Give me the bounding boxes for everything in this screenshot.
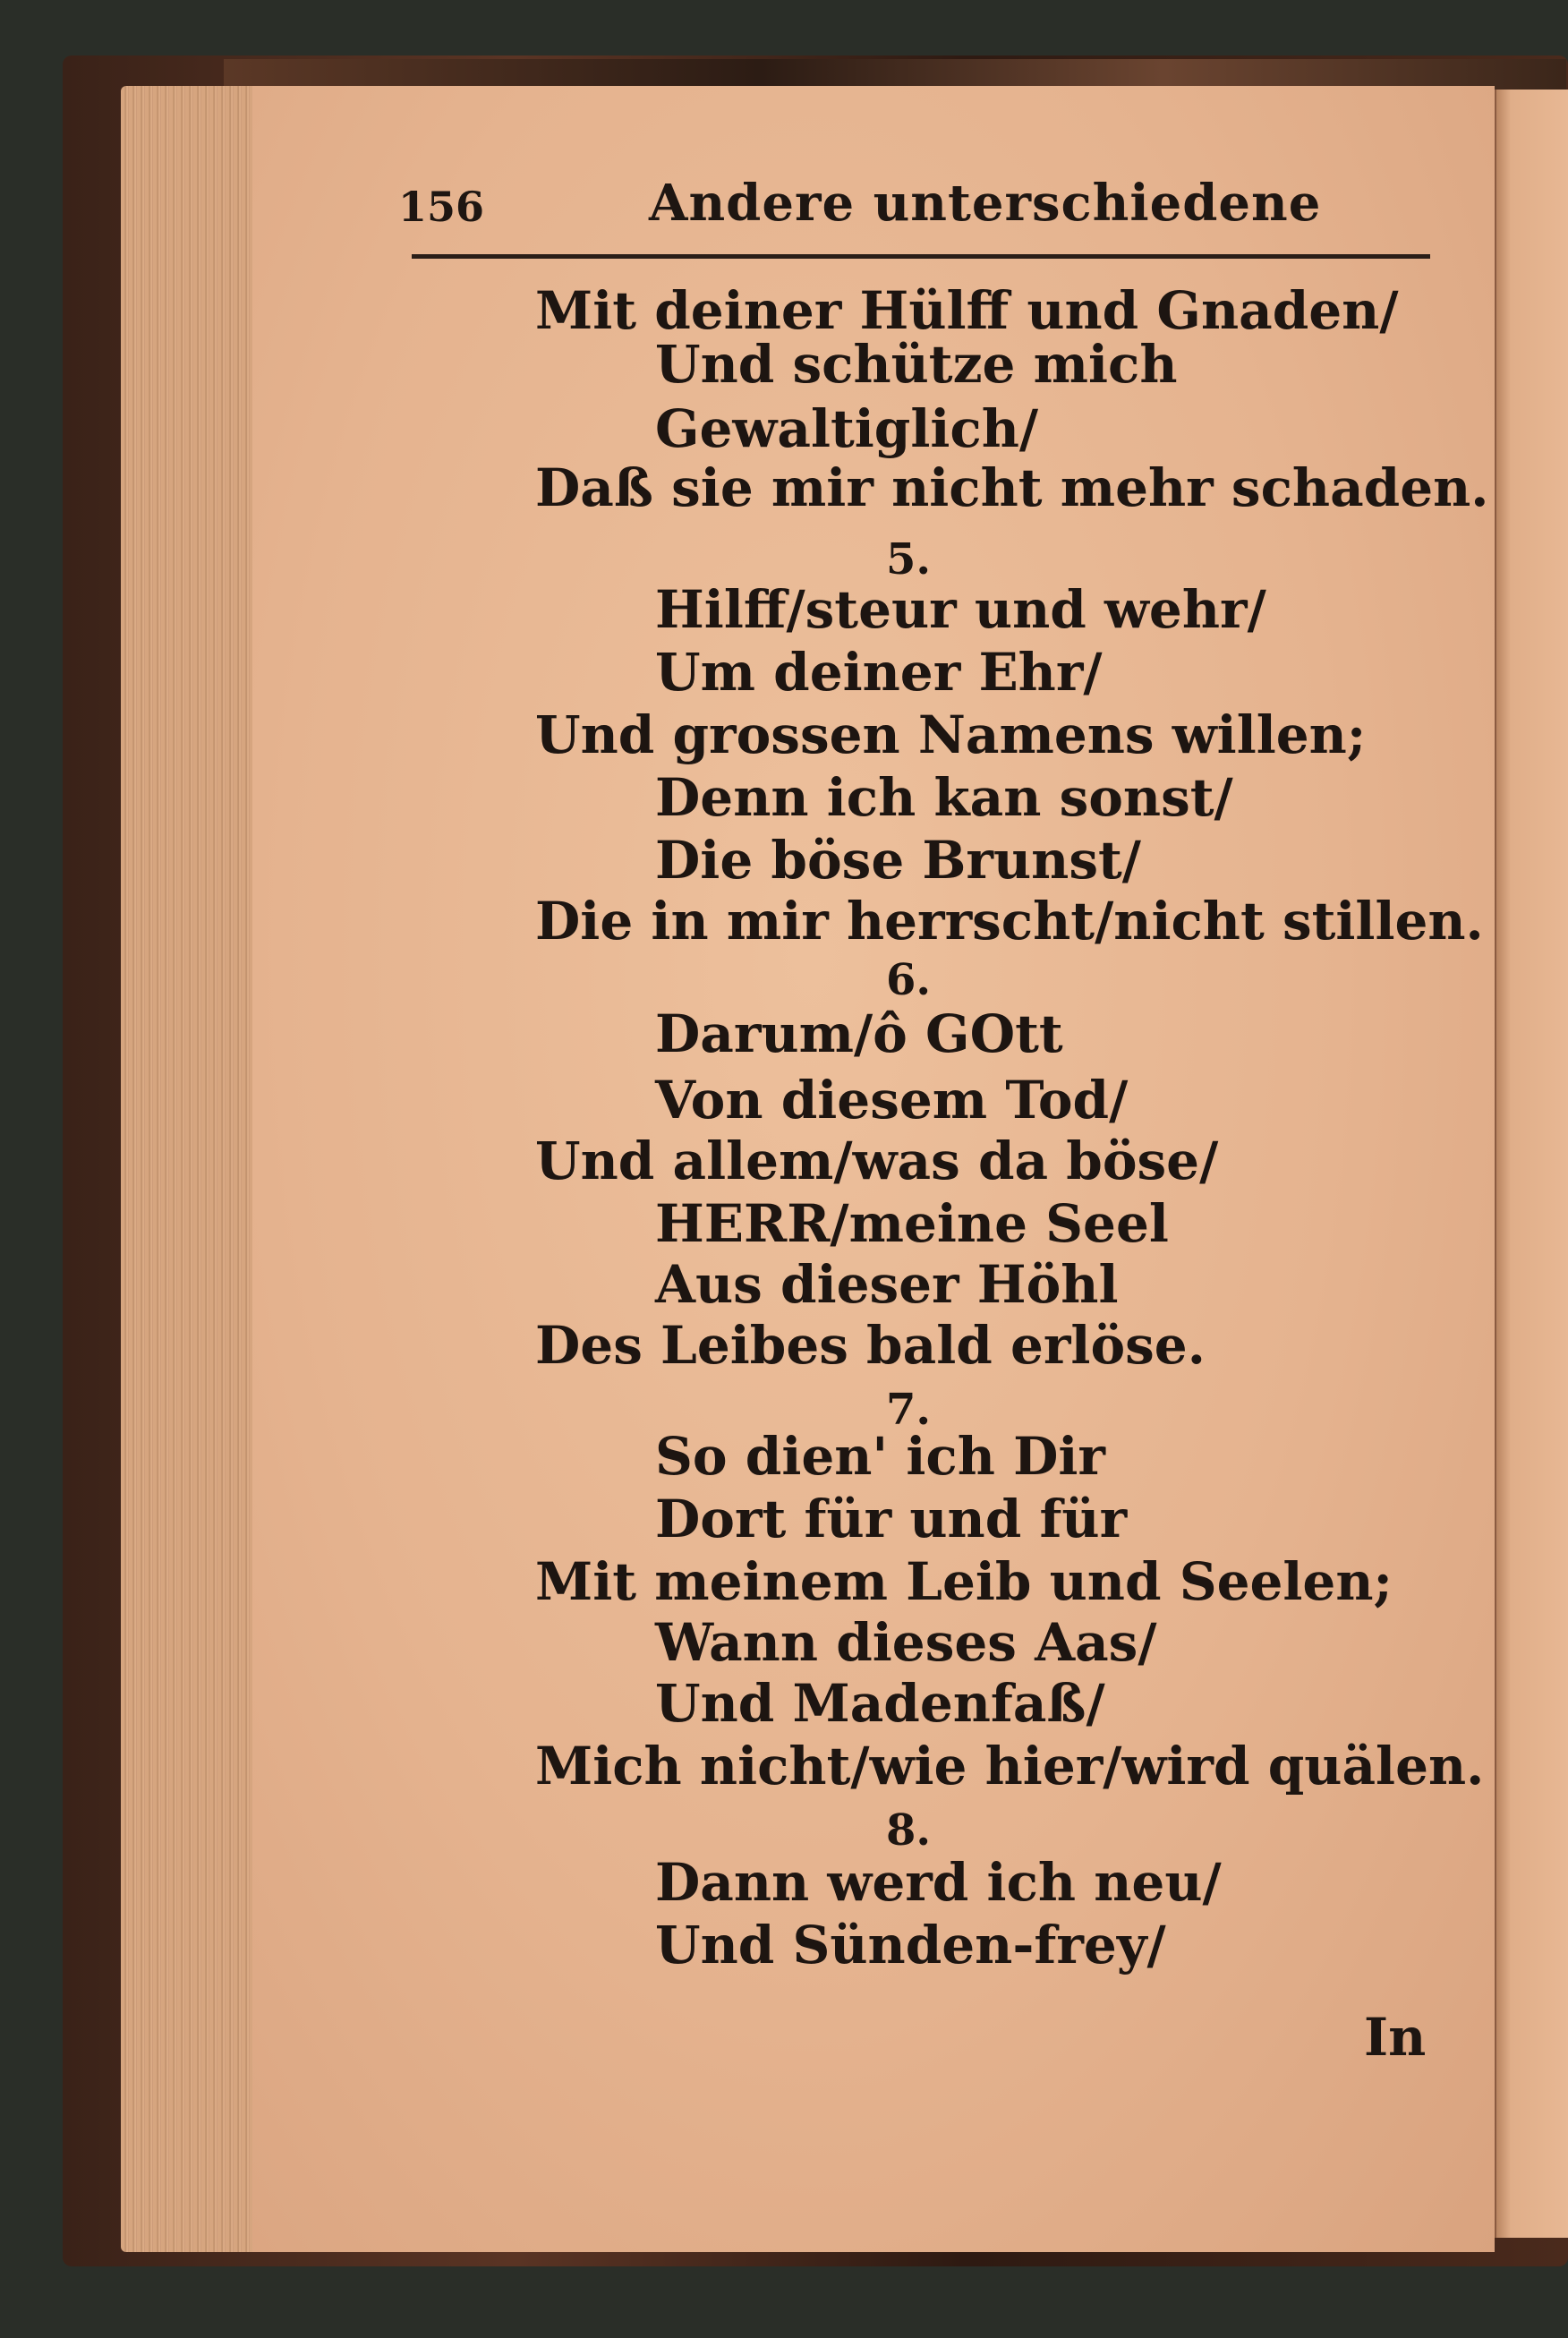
stanza-number: 6. <box>886 955 932 1005</box>
page-number: 156 <box>398 183 485 231</box>
verse-line: Dort für und für <box>655 1489 1128 1549</box>
running-head: Andere unterschiedene <box>649 174 1322 233</box>
page-edges <box>121 86 264 2252</box>
stanza-number: 5. <box>886 534 932 584</box>
verse-line: Um deiner Ehr/ <box>655 642 1103 703</box>
page-header <box>398 170 1427 251</box>
facing-page-edge <box>1495 90 1568 2238</box>
verse-line: Denn ich kan sonst/ <box>655 767 1233 828</box>
verse-line: Hilff/steur und wehr/ <box>655 579 1266 640</box>
verse-line: Von diesem Tod/ <box>655 1070 1129 1131</box>
stanza-number: 7. <box>886 1385 932 1435</box>
verse-line: Mich nicht/wie hier/wird quälen. <box>535 1736 1485 1796</box>
verse-line: Daß sie mir nicht mehr schaden. <box>535 457 1489 518</box>
verse-line: Und allem/was da böse/ <box>535 1131 1219 1191</box>
verse-line: HERR/meine Seel <box>655 1193 1169 1254</box>
verse-line: Und schütze mich <box>655 334 1178 395</box>
verse-line: Wann dieses Aas/ <box>655 1612 1157 1673</box>
verse-line: Die in mir herrscht/nicht stillen. <box>535 891 1484 951</box>
verse-line: Die böse Brunst/ <box>655 830 1141 891</box>
verse-line: Und Madenfaß/ <box>655 1673 1105 1734</box>
verse-line: Darum/ô GOtt <box>655 1003 1063 1064</box>
verse-line: Und Sünden-frey/ <box>655 1915 1166 1975</box>
verse-line: Gewaltiglich/ <box>655 398 1039 459</box>
header-rule <box>412 254 1430 259</box>
verse-line: Mit meinem Leib und Seelen; <box>535 1551 1393 1612</box>
stanza-number: 8. <box>886 1805 932 1856</box>
book-cover-top <box>224 59 1566 90</box>
verse-line: Dann werd ich neu/ <box>655 1852 1222 1913</box>
verse-line: Des Leibes bald erlöse. <box>535 1315 1206 1376</box>
verse-line: Und grossen Namens willen; <box>535 704 1367 765</box>
verse-line: Aus dieser Höhl <box>655 1254 1119 1315</box>
catchword: In <box>1364 2007 1427 2068</box>
verse-line: So dien' ich Dir <box>655 1426 1105 1487</box>
verse-line: Mit deiner Hülff und Gnaden/ <box>535 280 1399 341</box>
